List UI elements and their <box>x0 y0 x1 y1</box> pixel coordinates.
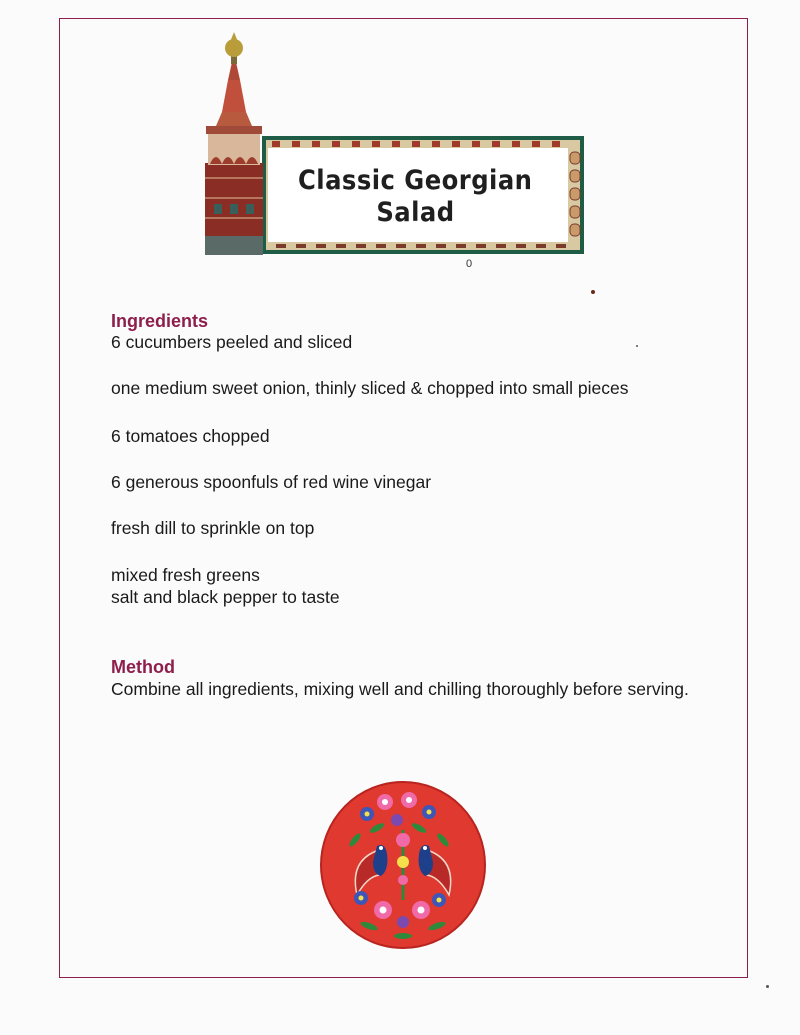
speck <box>766 985 769 988</box>
method-text: Combine all ingredients, mixing well and chilling thoroughly before serving. <box>111 679 689 699</box>
ingredient-item: one medium sweet onion, thinly sliced & chopped into small pieces <box>111 378 629 398</box>
speck <box>636 345 638 347</box>
ingredient-item: mixed fresh greens <box>111 565 260 585</box>
folk-art-medallion <box>319 780 487 950</box>
ingredient-item: 6 cucumbers peeled and sliced <box>111 332 353 352</box>
title-line-1: Classic Georgian <box>297 165 533 196</box>
stray-mark: 0 <box>466 258 473 270</box>
recipe-title <box>268 152 562 242</box>
ingredient-item: 6 tomatoes chopped <box>111 426 270 446</box>
ingredients-heading: Ingredients <box>111 311 209 331</box>
ingredient-item: 6 generous spoonfuls of red wine vinegar <box>111 472 432 492</box>
ingredient-item: salt and black pepper to taste <box>111 587 340 607</box>
title-line-2: Salad <box>375 197 455 228</box>
method-heading: Method <box>111 657 175 677</box>
tower <box>205 32 263 255</box>
speck <box>591 290 595 294</box>
ingredient-item: fresh dill to sprinkle on top <box>111 518 315 538</box>
